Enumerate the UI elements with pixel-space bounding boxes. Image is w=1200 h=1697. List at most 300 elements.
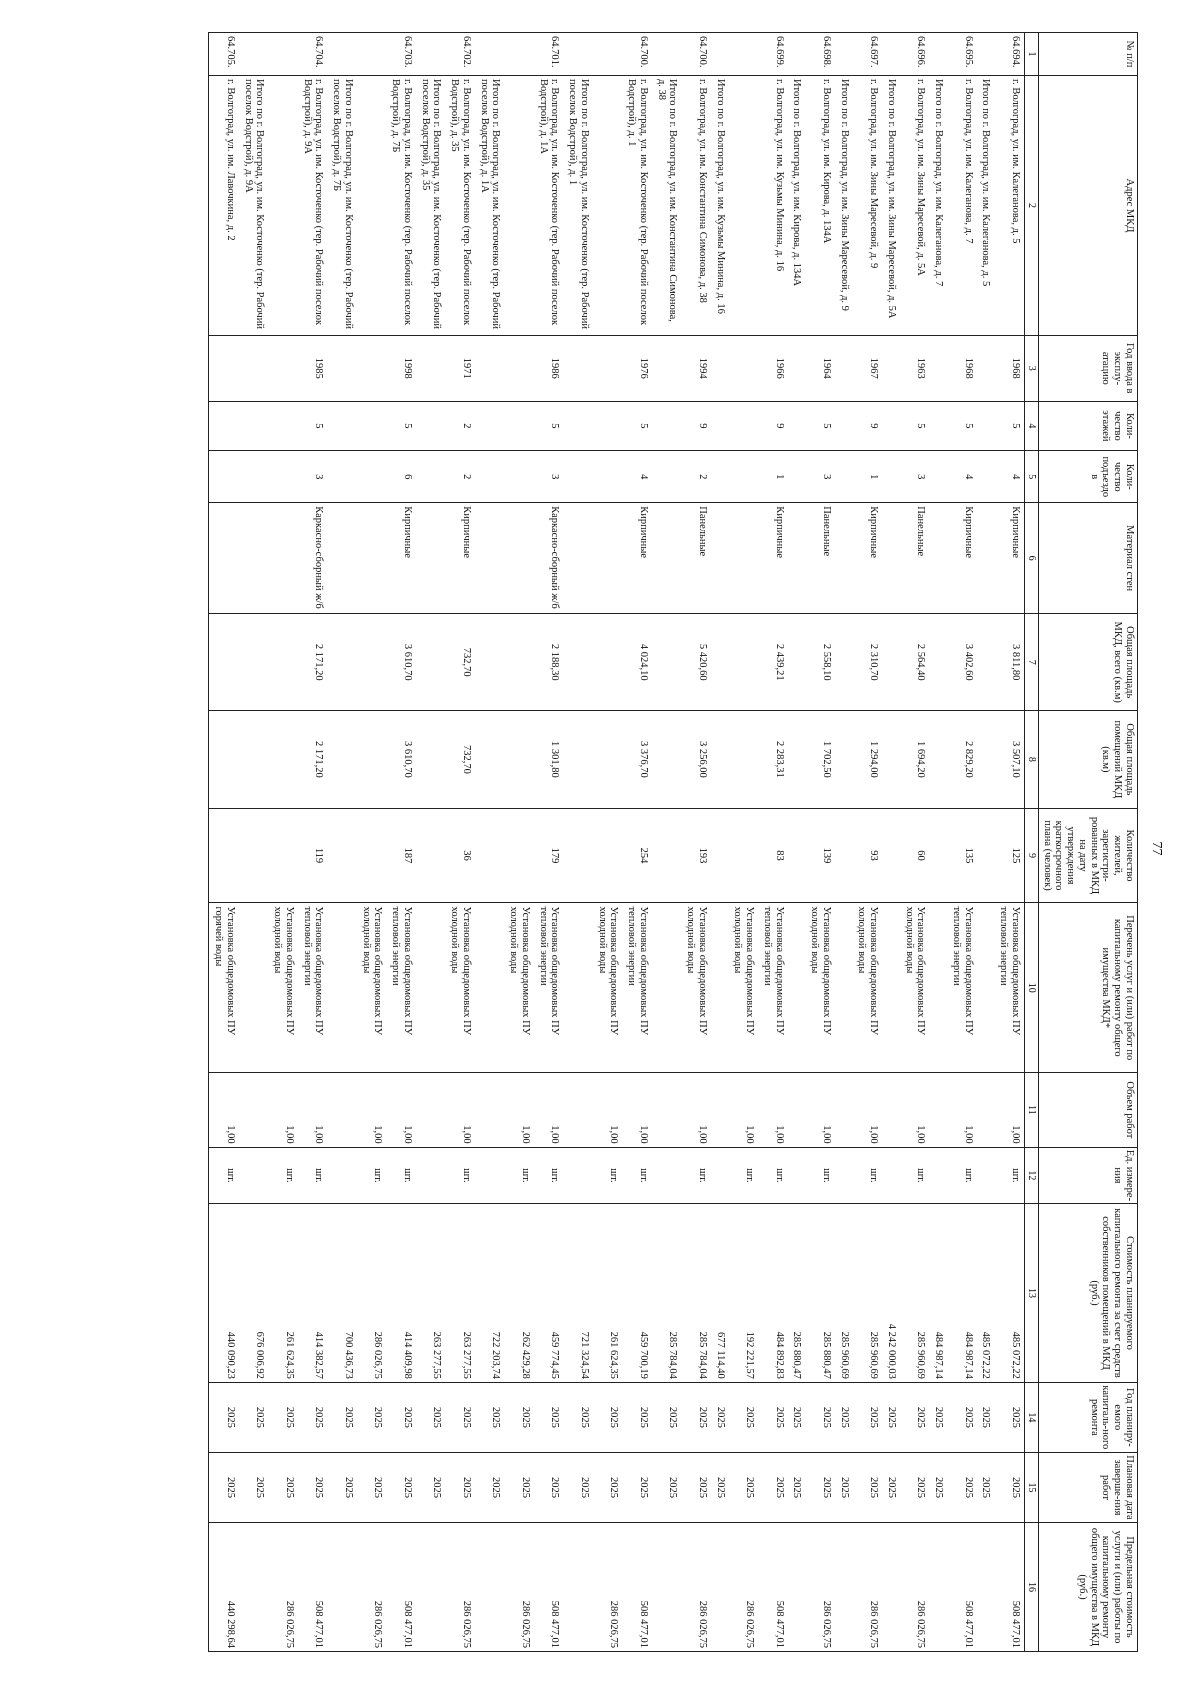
residents-cell [835,808,853,903]
work-volume-cell: 1,00 [622,1073,652,1148]
row-number [593,33,623,76]
floors-cell [357,401,387,451]
row-number [711,33,729,76]
work-volume-cell: 1,00 [534,1073,564,1148]
planned-cost-cell: 459 774,45 [534,1204,564,1383]
commission-year-cell [729,335,759,401]
commission-year-cell [239,335,269,401]
completion-year-cell: 2025 [729,1452,759,1522]
address-cell: г. Волгоград, ул. им. Константина Симонова, д. 38 [681,75,711,335]
cost-limit-cell [929,1523,947,1652]
planned-cost-cell: 484 987,14 [947,1204,977,1383]
total-area-cell: 3 402,60 [947,614,977,711]
planned-cost-cell: 485 072,22 [994,1204,1024,1383]
planned-cost-cell: 263 277,55 [416,1204,446,1383]
cost-limit-cell: 508 477,01 [622,1523,652,1652]
work-description-cell: Установка общедомовых ПУ тепловой энергии [758,903,788,1073]
planned-year-cell: 2025 [445,1382,475,1452]
planned-cost-cell: 485 072,22 [977,1204,995,1383]
unit-cell: шт. [357,1147,387,1204]
residents-cell [357,808,387,903]
commission-year-cell: 1971 [445,335,475,401]
entrances-cell: 1 [758,451,788,503]
column-number: 7 [1024,614,1038,711]
column-header: Ед. измере-ния [1039,1147,1138,1204]
entrances-cell [882,451,900,503]
total-area-cell [882,614,900,711]
address-cell: Итого по г. Волгоград, ул. им. Кузьмы Минина, д. 16 [711,75,729,335]
subtotal-row [835,33,853,1652]
subtotal-row [711,33,729,1652]
header-row [1039,33,1138,1652]
work-description-cell: Установка общедомовых ПУ холодной воды [357,903,387,1073]
premises-area-cell [593,711,623,808]
total-area-cell [788,614,806,711]
planned-cost-cell: 286 026,75 [357,1204,387,1383]
commission-year-cell: 1985 [298,335,328,401]
address-cell: г. Волгоград, ул. им. Косточенко (тер. Рабочий поселок Водстрой), д. 35 [445,75,475,335]
subtotal-row [327,33,357,1652]
cost-limit-cell: 286 026,75 [268,1523,298,1652]
planned-year-cell: 2025 [622,1382,652,1452]
planned-year-cell: 2025 [835,1382,853,1452]
table-row [853,33,883,1652]
floors-cell [711,401,729,451]
row-number: 64.700. [622,33,652,76]
row-number [977,33,995,76]
floors-cell [977,401,995,451]
address-cell: Итого по г. Волгоград, ул. им. Зины Маресевой, д. 9 [835,75,853,335]
wall-material-cell [416,503,446,614]
column-number-row [1024,33,1038,1652]
unit-cell: шт. [298,1147,328,1204]
entrances-cell [652,451,682,503]
column-number: 3 [1024,335,1038,401]
work-volume-cell: 1,00 [681,1073,711,1148]
total-area-cell [835,614,853,711]
floors-cell [209,401,239,451]
planned-year-cell: 2025 [268,1382,298,1452]
total-area-cell [475,614,505,711]
floors-cell: 5 [994,401,1024,451]
work-description-cell: Установка общедомовых ПУ холодной воды [593,903,623,1073]
planned-cost-cell: 677 114,40 [711,1204,729,1383]
wall-material-cell [929,503,947,614]
work-description-cell [711,903,729,1073]
planned-cost-cell: 285 880,47 [788,1204,806,1383]
premises-area-cell [652,711,682,808]
subtotal-row [416,33,446,1652]
address-cell: г. Волгоград, ул. им. Зины Маресевой, д. 5А [900,75,930,335]
completion-year-cell: 2025 [882,1452,900,1522]
unit-cell: шт. [729,1147,759,1204]
premises-area-cell [729,711,759,808]
work-volume-cell: 1,00 [593,1073,623,1148]
column-number: 8 [1024,711,1038,808]
subtotal-row [882,33,900,1652]
row-number [652,33,682,76]
floors-cell [239,401,269,451]
work-description-cell: Установка общедомовых ПУ тепловой энергии [534,903,564,1073]
wall-material-cell [593,503,623,614]
work-volume-cell [416,1073,446,1148]
work-description-cell: Установка общедомовых ПУ тепловой энергии [622,903,652,1073]
address-cell: Итого по г. Волгоград, ул. им. Косточенко (тер. Рабочий поселок Водстрой), д. 1 [563,75,593,335]
entrances-cell [929,451,947,503]
entrances-cell: 2 [445,451,475,503]
commission-year-cell [475,335,505,401]
premises-area-cell [504,711,534,808]
work-volume-cell [977,1073,995,1148]
planned-year-cell: 2025 [929,1382,947,1452]
premises-area-cell: 732,70 [445,711,475,808]
premises-area-cell [475,711,505,808]
work-description-cell [475,903,505,1073]
planned-year-cell: 2025 [947,1382,977,1452]
completion-year-cell: 2025 [386,1452,416,1522]
completion-year-cell: 2025 [298,1452,328,1522]
residents-cell [327,808,357,903]
planned-year-cell: 2025 [357,1382,387,1452]
premises-area-cell [239,711,269,808]
unit-cell: шт. [681,1147,711,1204]
cost-limit-cell [835,1523,853,1652]
planned-cost-cell: 285 960,69 [853,1204,883,1383]
premises-area-cell [268,711,298,808]
premises-area-cell [416,711,446,808]
row-number [729,33,759,76]
cost-limit-cell: 508 477,01 [947,1523,977,1652]
table-row [298,33,328,1652]
wall-material-cell [729,503,759,614]
floors-cell [882,401,900,451]
work-volume-cell: 1,00 [947,1073,977,1148]
entrances-cell [563,451,593,503]
completion-year-cell: 2025 [711,1452,729,1522]
column-number: 14 [1024,1382,1038,1452]
row-number: 64.701. [534,33,564,76]
page-number: 77 [1149,841,1164,856]
work-description-cell: Установка общедомовых ПУ горячей воды [209,903,239,1073]
work-description-cell [835,903,853,1073]
planned-cost-cell: 484 892,83 [758,1204,788,1383]
wall-material-cell: Кирпичные [386,503,416,614]
table-row [622,33,652,1652]
row-number [268,33,298,76]
residents-cell [729,808,759,903]
completion-year-cell: 2025 [788,1452,806,1522]
wall-material-cell [788,503,806,614]
total-area-cell: 2 310,70 [853,614,883,711]
total-area-cell [729,614,759,711]
column-number: 12 [1024,1147,1038,1204]
premises-area-cell: 3 610,70 [386,711,416,808]
wall-material-cell [835,503,853,614]
row-number: 64.700. [681,33,711,76]
premises-area-cell [357,711,387,808]
address-cell: Итого по г. Волгоград, ул. им. Калеганова, д. 5 [977,75,995,335]
residents-cell [209,808,239,903]
work-volume-cell [239,1073,269,1148]
entrances-cell: 4 [947,451,977,503]
entrances-cell [729,451,759,503]
work-volume-cell [475,1073,505,1148]
work-volume-cell: 1,00 [853,1073,883,1148]
column-header: Коли-чество подъездо в [1039,451,1138,503]
entrances-cell: 6 [386,451,416,503]
planned-year-cell: 2025 [882,1382,900,1452]
work-description-cell: Установка общедомовых ПУ тепловой энергии [386,903,416,1073]
subtotal-row [239,33,269,1652]
planned-year-cell: 2025 [994,1382,1024,1452]
cost-limit-cell [711,1523,729,1652]
residents-cell: 135 [947,808,977,903]
unit-cell [327,1147,357,1204]
address-cell: Итого по г. Волгоград, ул. им. Константина Симонова, д. 38 [652,75,682,335]
table-row [445,33,475,1652]
row-number [563,33,593,76]
work-description-cell: Установка общедомовых ПУ холодной воды [268,903,298,1073]
planned-cost-cell: 285 880,47 [805,1204,835,1383]
table-row [758,33,788,1652]
table-row [209,33,239,1652]
table-row [504,33,534,1652]
planned-cost-cell: 721 324,54 [563,1204,593,1383]
wall-material-cell [563,503,593,614]
wall-material-cell [475,503,505,614]
address-cell: Итого по г. Волгоград, ул. им. Косточенко (тер. Рабочий поселок Водстрой), д. 1А [475,75,505,335]
floors-cell [475,401,505,451]
planned-cost-cell: 285 960,69 [900,1204,930,1383]
unit-cell: шт. [853,1147,883,1204]
residents-cell [929,808,947,903]
work-description-cell [652,903,682,1073]
completion-year-cell: 2025 [900,1452,930,1522]
address-cell: г. Волгоград, ул. им. Калеганова, д. 7 [947,75,977,335]
entrances-cell [788,451,806,503]
unit-cell [711,1147,729,1204]
row-number [788,33,806,76]
work-description-cell: Установка общедомовых ПУ холодной воды [729,903,759,1073]
total-area-cell: 2 171,20 [298,614,328,711]
cost-limit-cell [416,1523,446,1652]
floors-cell [929,401,947,451]
address-cell [268,75,298,335]
residents-cell: 187 [386,808,416,903]
row-number: 64.698. [805,33,835,76]
address-cell: г. Волгоград, ул. им. Кирова, д. 134А [805,75,835,335]
total-area-cell [977,614,995,711]
column-number: 1 [1024,33,1038,76]
premises-area-cell [788,711,806,808]
total-area-cell: 3 811,80 [994,614,1024,711]
address-cell [593,75,623,335]
unit-cell: шт. [386,1147,416,1204]
commission-year-cell: 1967 [853,335,883,401]
completion-year-cell: 2025 [929,1452,947,1522]
commission-year-cell: 1968 [994,335,1024,401]
completion-year-cell: 2025 [681,1452,711,1522]
cost-limit-cell: 286 026,75 [445,1523,475,1652]
cost-limit-cell [977,1523,995,1652]
column-number: 2 [1024,75,1038,335]
column-number: 13 [1024,1204,1038,1383]
completion-year-cell: 2025 [416,1452,446,1522]
row-number: 64.697. [853,33,883,76]
completion-year-cell: 2025 [835,1452,853,1522]
total-area-cell [563,614,593,711]
row-number: 64.694. [994,33,1024,76]
entrances-cell: 3 [900,451,930,503]
floors-cell [593,401,623,451]
wall-material-cell [327,503,357,614]
completion-year-cell: 2025 [209,1452,239,1522]
column-header: Коли-чество этажей [1039,401,1138,451]
completion-year-cell: 2025 [563,1452,593,1522]
table-row [534,33,564,1652]
cost-limit-cell: 508 477,01 [534,1523,564,1652]
floors-cell [268,401,298,451]
residents-cell [711,808,729,903]
wall-material-cell [711,503,729,614]
cost-limit-cell: 286 026,75 [853,1523,883,1652]
cost-limit-cell [882,1523,900,1652]
residents-cell: 193 [681,808,711,903]
premises-area-cell: 2 171,20 [298,711,328,808]
work-description-cell [977,903,995,1073]
commission-year-cell [416,335,446,401]
entrances-cell: 3 [805,451,835,503]
entrances-cell: 4 [994,451,1024,503]
table-row [947,33,977,1652]
cost-limit-cell: 286 026,75 [900,1523,930,1652]
total-area-cell: 4 024,10 [622,614,652,711]
total-area-cell [268,614,298,711]
column-header: Стоимость планируемого капитального ремонта за счет средств собственников помещений в МКД (руб.) [1039,1204,1138,1383]
work-description-cell: Установка общедомовых ПУ холодной воды [805,903,835,1073]
column-number: 16 [1024,1523,1038,1652]
unit-cell: шт. [445,1147,475,1204]
entrances-cell: 2 [681,451,711,503]
residents-cell [593,808,623,903]
wall-material-cell [652,503,682,614]
address-cell: г. Волгоград, ул. им. Калеганова, д. 5 [994,75,1024,335]
work-description-cell: Установка общедомовых ПУ холодной воды [900,903,930,1073]
planned-year-cell: 2025 [209,1382,239,1452]
commission-year-cell: 1994 [681,335,711,401]
completion-year-cell: 2025 [239,1452,269,1522]
work-volume-cell: 1,00 [298,1073,328,1148]
entrances-cell: 1 [853,451,883,503]
work-description-cell [416,903,446,1073]
entrances-cell [327,451,357,503]
work-volume-cell: 1,00 [209,1073,239,1148]
unit-cell [416,1147,446,1204]
cost-limit-cell: 286 026,75 [681,1523,711,1652]
address-cell [504,75,534,335]
entrances-cell [504,451,534,503]
residents-cell [563,808,593,903]
address-cell: Итого по г. Волгоград, ул. им. Косточенко (тер. Рабочий поселок Водстрой), д. 35 [416,75,446,335]
completion-year-cell: 2025 [504,1452,534,1522]
column-header: Материал стен [1039,503,1138,614]
commission-year-cell: 1998 [386,335,416,401]
planned-year-cell: 2025 [652,1382,682,1452]
cost-limit-cell [652,1523,682,1652]
premises-area-cell [882,711,900,808]
floors-cell [563,401,593,451]
residents-cell: 139 [805,808,835,903]
residents-cell [977,808,995,903]
planned-cost-cell: 263 277,55 [445,1204,475,1383]
total-area-cell [929,614,947,711]
row-number [239,33,269,76]
residents-cell [416,808,446,903]
wall-material-cell: Кирпичные [445,503,475,614]
unit-cell: шт. [593,1147,623,1204]
work-description-cell [239,903,269,1073]
unit-cell: шт. [805,1147,835,1204]
floors-cell: 5 [534,401,564,451]
wall-material-cell [268,503,298,614]
entrances-cell [475,451,505,503]
unit-cell: шт. [504,1147,534,1204]
completion-year-cell: 2025 [652,1452,682,1522]
subtotal-row [929,33,947,1652]
planned-cost-cell: 261 624,35 [268,1204,298,1383]
total-area-cell: 2 439,21 [758,614,788,711]
table-row [357,33,387,1652]
address-cell: Итого по г. Волгоград, ул. им. Калеганова, д. 7 [929,75,947,335]
address-cell: г. Волгоград, ул. им. Косточенко (тер. Рабочий поселок Водстрой), д. 9А [298,75,328,335]
premises-area-cell: 3 376,70 [622,711,652,808]
table-row [729,33,759,1652]
floors-cell: 5 [298,401,328,451]
table-row [900,33,930,1652]
address-cell: г. Волгоград, ул. им. Лавочкина, д. 2 [209,75,239,335]
wall-material-cell: Кирпичные [622,503,652,614]
unit-cell [929,1147,947,1204]
total-area-cell [593,614,623,711]
floors-cell [504,401,534,451]
entrances-cell [209,451,239,503]
floors-cell: 5 [805,401,835,451]
address-cell: Итого по г. Волгоград, ул. им. Косточенко (тер. Рабочий поселок Водстрой), д. 7Б [327,75,357,335]
column-header: Адрес МКД [1039,75,1138,335]
entrances-cell [711,451,729,503]
premises-area-cell: 2 829,20 [947,711,977,808]
work-description-cell: Установка общедомовых ПУ холодной воды [445,903,475,1073]
column-number: 4 [1024,401,1038,451]
address-cell: г. Волгоград, ул. им. Кузьмы Минина, д. 16 [758,75,788,335]
unit-cell: шт. [947,1147,977,1204]
work-volume-cell [835,1073,853,1148]
column-header: Год ввода в эксплу-атацию [1039,335,1138,401]
floors-cell: 9 [758,401,788,451]
wall-material-cell [977,503,995,614]
repair-plan-table [208,32,1138,1652]
subtotal-row [977,33,995,1652]
commission-year-cell [835,335,853,401]
residents-cell: 119 [298,808,328,903]
address-cell: Итого по г. Волгоград, ул. им. Кирова, д. 134А [788,75,806,335]
entrances-cell: 3 [298,451,328,503]
completion-year-cell: 2025 [327,1452,357,1522]
wall-material-cell [209,503,239,614]
floors-cell [416,401,446,451]
planned-year-cell: 2025 [327,1382,357,1452]
subtotal-row [563,33,593,1652]
